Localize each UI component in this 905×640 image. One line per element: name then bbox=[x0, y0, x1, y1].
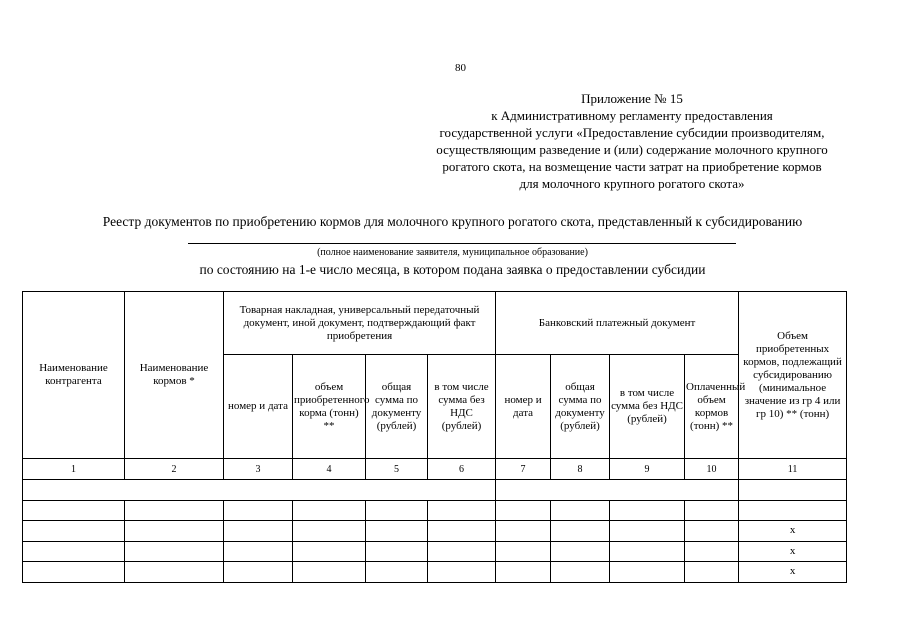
table-row bbox=[23, 562, 847, 583]
table-cell bbox=[685, 500, 739, 521]
table-cell bbox=[366, 541, 428, 562]
table-cell bbox=[685, 521, 739, 542]
table-cell bbox=[551, 500, 610, 521]
table-row bbox=[23, 521, 847, 542]
header-paid-volume: Оплаченный объем кормов (тонн) ** bbox=[685, 355, 739, 459]
appendix-header bbox=[392, 90, 872, 192]
header-invoice-total: общая сумма по документу (рублей) bbox=[366, 355, 428, 459]
cell-mark: x bbox=[739, 562, 847, 583]
header-subsidized-volume: Объем приобретенных кормов, подлежащий субсидированию (минимальное значение из гр 4 или гр 10) ** (тонн) bbox=[739, 292, 847, 459]
table-cell bbox=[125, 562, 224, 583]
table-cell bbox=[685, 562, 739, 583]
table-cell bbox=[224, 521, 293, 542]
table-cell bbox=[685, 541, 739, 562]
table-row bbox=[23, 541, 847, 562]
table-cell bbox=[224, 500, 293, 521]
column-number: 6 bbox=[428, 459, 496, 480]
table-cell bbox=[551, 562, 610, 583]
table-cell bbox=[496, 562, 551, 583]
table-cell bbox=[551, 541, 610, 562]
applicant-caption: (полное наименование заявителя, муниципальное образование) bbox=[317, 247, 588, 258]
table-row bbox=[23, 500, 847, 521]
table-cell bbox=[551, 521, 610, 542]
table-row bbox=[23, 480, 847, 501]
table-cell bbox=[366, 500, 428, 521]
table-cell bbox=[610, 500, 685, 521]
column-number: 10 bbox=[685, 459, 739, 480]
table-cell bbox=[366, 562, 428, 583]
state-line: по состоянию на 1-е число месяца, в котором подана заявка о предоставлении субсидии bbox=[199, 262, 706, 277]
header-invoice-group: Товарная накладная, универсальный передаточный документ, иной документ, подтверждающий факт приобретения bbox=[224, 292, 496, 355]
table-cell bbox=[739, 480, 847, 501]
registry-table bbox=[22, 291, 847, 583]
table-cell bbox=[496, 521, 551, 542]
appendix-line: Приложение № 15 bbox=[581, 91, 683, 106]
header-invoice-number-date: номер и дата bbox=[224, 355, 293, 459]
table-cell bbox=[293, 500, 366, 521]
column-number: 5 bbox=[366, 459, 428, 480]
table-cell bbox=[293, 521, 366, 542]
header-bank-group: Банковский платежный документ bbox=[496, 292, 739, 355]
header-feed-name: Наименование кормов * bbox=[125, 292, 224, 459]
header-bank-number-date: номер и дата bbox=[496, 355, 551, 459]
column-number: 7 bbox=[496, 459, 551, 480]
table-cell bbox=[610, 541, 685, 562]
column-number: 2 bbox=[125, 459, 224, 480]
table-cell bbox=[224, 562, 293, 583]
column-number: 8 bbox=[551, 459, 610, 480]
header-bank-total: общая сумма по документу (рублей) bbox=[551, 355, 610, 459]
table-cell bbox=[739, 500, 847, 521]
table-cell bbox=[610, 521, 685, 542]
table-cell bbox=[428, 521, 496, 542]
table-cell bbox=[428, 500, 496, 521]
table-cell bbox=[428, 562, 496, 583]
column-number: 3 bbox=[224, 459, 293, 480]
page-number: 80 bbox=[455, 62, 466, 74]
appendix-line: к Административному регламенту предоставления bbox=[491, 108, 773, 123]
table-cell bbox=[366, 521, 428, 542]
table-cell bbox=[23, 480, 496, 501]
registry-title: Реестр документов по приобретению кормов для молочного крупного рогатого скота, представленный к субсидированию bbox=[102, 214, 803, 229]
cell-mark: x bbox=[739, 521, 847, 542]
table-cell bbox=[23, 500, 125, 521]
table-cell bbox=[125, 521, 224, 542]
table-cell bbox=[293, 541, 366, 562]
column-number: 11 bbox=[739, 459, 847, 480]
header-purchased-volume: объем приобретенного корма (тонн) ** bbox=[293, 355, 366, 459]
appendix-line: рогатого скота, на возмещение части затрат на приобретение кормов bbox=[442, 159, 822, 174]
table-cell bbox=[428, 541, 496, 562]
column-number: 9 bbox=[610, 459, 685, 480]
table-cell bbox=[224, 541, 293, 562]
header-invoice-net: в том числе сумма без НДС (рублей) bbox=[428, 355, 496, 459]
appendix-line: для молочного крупного рогатого скота» bbox=[519, 176, 745, 191]
table-cell bbox=[610, 562, 685, 583]
table-cell bbox=[23, 562, 125, 583]
column-number: 4 bbox=[293, 459, 366, 480]
table-cell bbox=[125, 541, 224, 562]
column-number: 1 bbox=[23, 459, 125, 480]
table-cell bbox=[23, 541, 125, 562]
appendix-line: осуществляющим разведение и (или) содержание молочного крупного bbox=[436, 142, 828, 157]
table-cell bbox=[293, 562, 366, 583]
table-cell bbox=[496, 500, 551, 521]
table-cell bbox=[496, 541, 551, 562]
applicant-name-line bbox=[188, 243, 736, 244]
table-cell bbox=[23, 521, 125, 542]
table-cell bbox=[125, 500, 224, 521]
header-bank-net: в том числе сумма без НДС (рублей) bbox=[610, 355, 685, 459]
appendix-line: государственной услуги «Предоставление субсидии производителям, bbox=[439, 125, 825, 140]
table-cell bbox=[496, 480, 739, 501]
header-counterparty: Наименование контрагента bbox=[23, 292, 125, 459]
cell-mark: x bbox=[739, 541, 847, 562]
